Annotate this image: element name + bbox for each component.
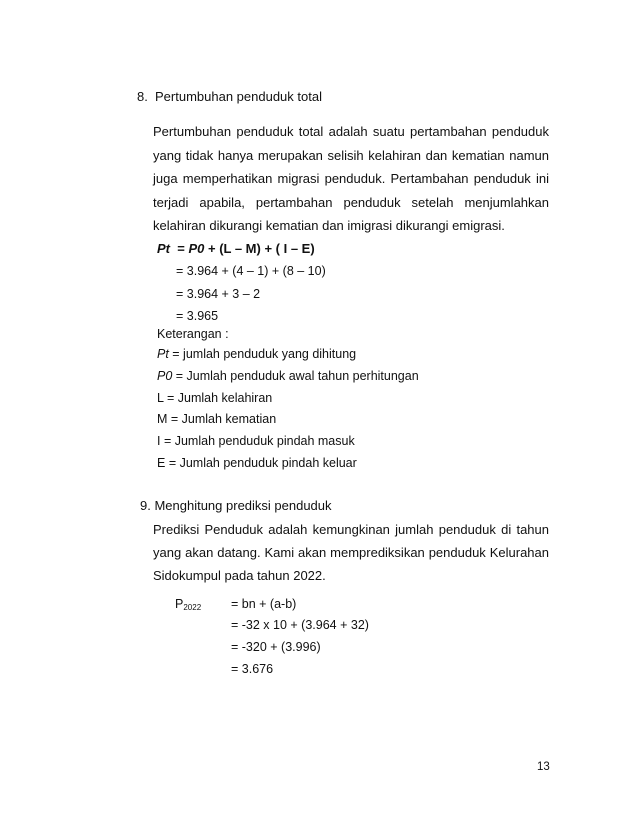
section-8-paragraph [153, 120, 549, 238]
p-symbol: P [175, 597, 184, 611]
p-subscript-year: 2022 [183, 603, 202, 612]
formula-pt: Pt [157, 241, 170, 256]
legend-item [157, 456, 357, 470]
prediction-calc-step: = 3.676 [231, 662, 274, 676]
prediction-symbol [175, 597, 201, 612]
legend-symbol: M [157, 412, 168, 426]
formula-equals: = [177, 241, 185, 256]
legend-item [157, 412, 276, 426]
section-8-number: 8. [137, 89, 148, 104]
legend-description: = Jumlah penduduk awal tahun perhitungan [172, 369, 419, 383]
legend-description: = Jumlah penduduk pindah masuk [160, 434, 355, 448]
prediction-calc-step: = bn + (a-b) [231, 597, 297, 611]
legend-description: = Jumlah kematian [167, 412, 277, 426]
legend-description: = Jumlah kelahiran [163, 391, 273, 405]
legend-symbol: Pt [157, 347, 169, 361]
section-9-paragraph [153, 518, 549, 587]
section-8-heading: Pertumbuhan penduduk total [155, 89, 322, 104]
legend-description: = jumlah penduduk yang dihitung [168, 347, 357, 361]
legend-symbol: P0 [157, 369, 173, 383]
paragraph-line: terjadi apabila, pertambahan penduduk setelah menjumlahkan [153, 194, 549, 210]
paragraph-line: kelahiran dikurangi kematian dan imigrasi dikurangi emigrasi. [153, 218, 505, 233]
legend-item [157, 434, 355, 448]
calc-step: = 3.964 + 3 – 2 [176, 287, 261, 301]
paragraph-line: juga memperhatikan migrasi penduduk. Pertambahan penduduk ini [153, 171, 549, 186]
calc-step: = 3.965 [176, 309, 219, 323]
legend-symbol: L [157, 391, 164, 405]
keterangan-label: Keterangan : [157, 327, 229, 341]
paragraph-line: Prediksi Penduduk adalah kemungkinan jumlah penduduk di tahun [153, 522, 549, 537]
formula-rest: + (L – M) + ( I – E) [207, 241, 315, 256]
legend-symbol: I [157, 434, 161, 448]
prediction-calc-step: = -320 + (3.996) [231, 640, 321, 654]
legend-item [157, 391, 272, 405]
formula-p0: P0 [188, 241, 205, 256]
legend-item [157, 369, 419, 383]
paragraph-line: Sidokumpul pada tahun 2022. [153, 568, 326, 583]
page-number: 13 [537, 761, 550, 773]
legend-item [157, 347, 356, 361]
legend-description: = Jumlah penduduk pindah keluar [165, 456, 357, 470]
prediction-calc-step: = -32 x 10 + (3.964 + 32) [231, 618, 369, 632]
paragraph-line: yang akan datang. Kami akan memprediksikan penduduk Kelurahan [153, 545, 549, 560]
paragraph-line: yang tidak hanya merupakan selisih kelahiran dan kematian namun [153, 147, 549, 163]
legend-symbol: E [157, 456, 166, 470]
calc-step: = 3.964 + (4 – 1) + (8 – 10) [176, 264, 326, 278]
population-formula [157, 241, 315, 256]
section-9-heading: 9. Menghitung prediksi penduduk [140, 498, 332, 513]
paragraph-line: Pertumbuhan penduduk total adalah suatu pertambahan penduduk [153, 124, 549, 139]
